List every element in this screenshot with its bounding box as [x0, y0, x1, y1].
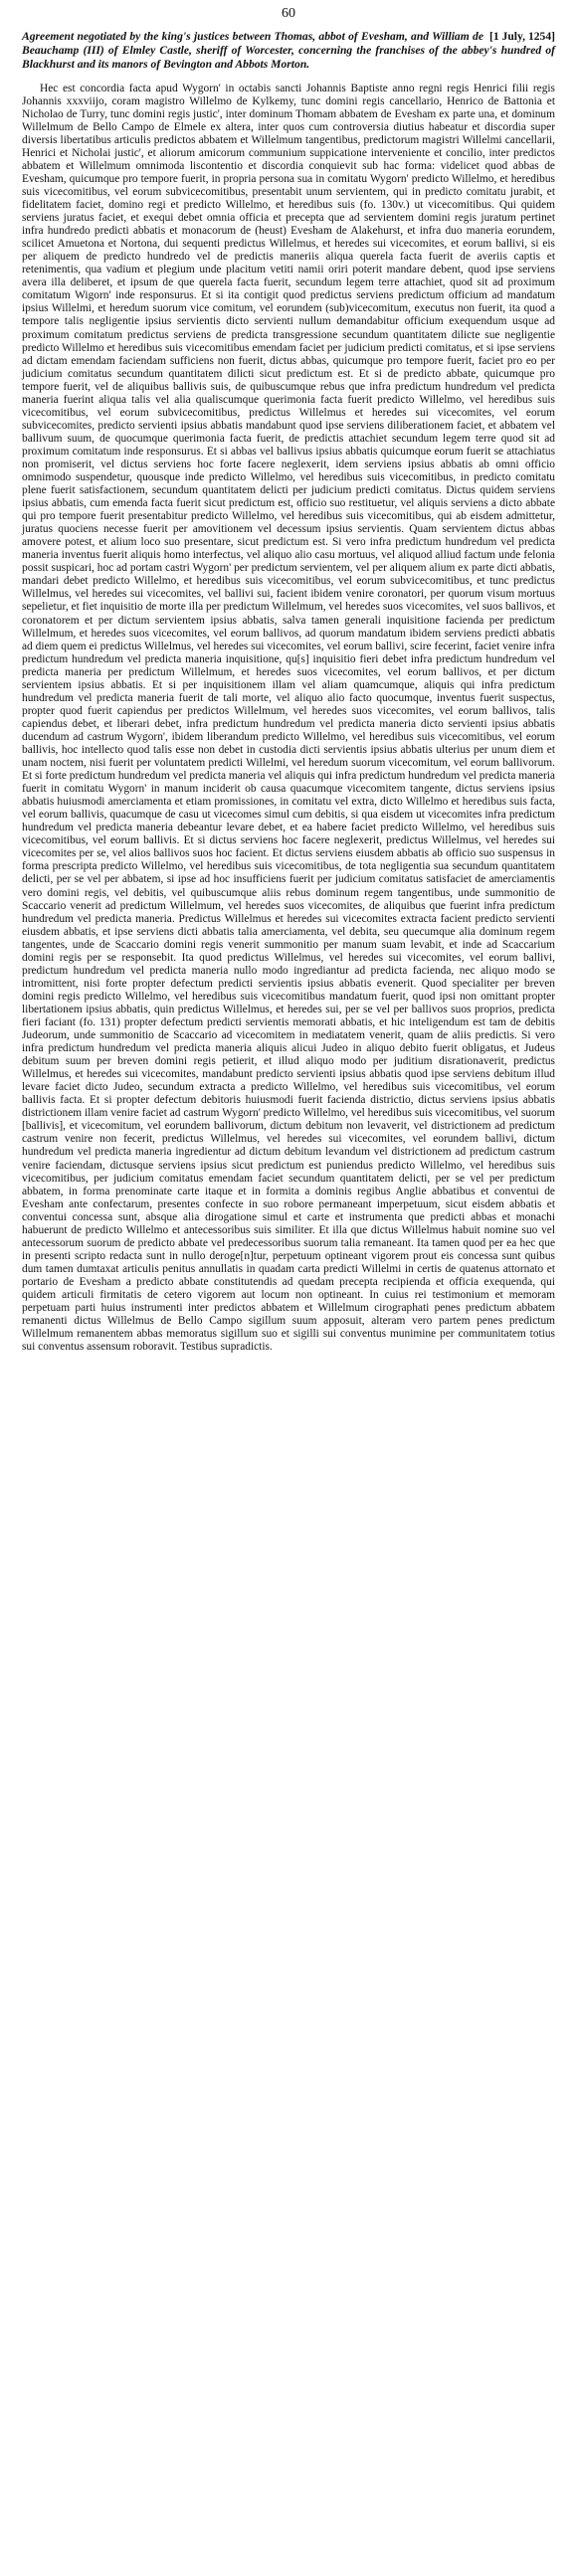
document-title: Agreement negotiated by the king's justices between Thomas, abbot of Evesham, and William de Beauchamp (III) of Elmley Castle, sheriff of Worcester, concerning the franchises of the abbey's hundred of Blackhurst and its manors of Bevington and Abbots Morton.: [22, 30, 555, 72]
document-date: [1 July, 1254]: [488, 30, 555, 43]
document-heading: [22, 30, 555, 73]
page-number: 60: [282, 6, 295, 21]
document-body: Hec est concordia facta apud Wygorn' in octabis sancti Johannis Baptiste anno regni regis Henrici filii regis Johannis xxxviijo, coram magistro Willelmo de Kylkemy, tunc domini regis cancellario, Henrico de Battonia et Nicholao de Turry, tunc domini regis justic', inter dominum Thomam abbatem de Evesham ex parte una, et dominum Willelmum de Bello Campo de Elmele ex altera, inter quos cum controversia diutius habeatur et discordia super diversis libertatibus articulis predictos abbatem et Willelmum tangentibus, predictorum magistri Willelmi cancellarii, Henrici et Nicholai justic', et aliorum amicorum communium suppicatione interveniente et concilio, inter predictos abbatem et Willelmum omnimoda liscontentio et discordia conquievit sub hac forma: videlicet quod abbas de Evesham, quicumque pro tempore fuerit, in propria persona sua in comitatu Wygorn' predicto Willelmo, et heredibus suis vicecomitibus, vel eorum subvicecomitibus, presentabit unum servientem, qui in predicto comitatu jurabit, et fidelitatem faciet, domino regi et predicto Willelmo, et heredibus suis (fo. 130v.) ut vicecomitibus. Qui quidem serviens juratus faciet, et exequi debet omnia officia et precepta que ad servientem domini regis juratum pertinet infra hundredo predicti abbatis et monacorum de (heust) Evesham de Alakehurst, et infra duo maneria eorundem, scilicet Amuetona et Nortona, dui sequenti predictus Willelmus, et heredes sui vicecomites, et eorum ballivi, si eis per aliquem de predicto hundredo vel de predictis maneriis aliqua querela facta fuerit de averiis captis et retenimentis, qua vadium et plegium unde placitum vetiti namii oriri poterit mandare debent, quod ipse serviens avera illa deliberet, et ipsum de que querela facta fuerit, secundum legem terre attachiet, quod sit ad proximum comitatum Wigorn' inde responsurus. Et si ita contigit quod predictus serviens predictum officium ad mandatum ipsius Willelmi, et heredum suorum vice comitum, vel eorundem (sub)vicecomitum, executus non fuerit, ita quod a tempore talis negligentie ipsius servientis dicto servienti nullum demandabitur officium exequendum usque ad proximum comitatum predictus serviens de predicta transgressione secundum quantitatem dilicte sue negligentie predicto Willelmo et heredibus suis vicecomitibus emendam faciet per judicium predicti comitatus, et si ipse serviens ad dictam emendam faciendam sufficiens non fuerit, dictus abbas, quicumque pro tempore fuerit, faciet pro eo per judicium comitatus secundum quantitatem dilicti sicut predictum est. Et si de predicto abbate, quicumque pro tempore fuerit, vel de aliquibus ballivis suis, de quibuscumque rebus que infra predictum hundredum vel predicta maneria fuerint aliqua talis vel alia qualiscumque querimonia facta fuerit predicto Willelmo, vel heredibus suis vicecomitibus, vel eorum subvicecomitibus, predictus Willelmus et heredes sui vicecomites, vel eorum subvicecomites, predicto servienti ipsius abbatis mandabunt quod ipse serviens diliberationem faciet, et abbatem vel ballivum suum, de quocumque querimonia facta fuerit, de predictis attachiet secundum legem terre quod sit ad proximum comitatum inde responsurus. Et si abbas vel ballivus ipsius abbatis quicumque eorum fuerit se attachiatus non promiserit, vel dictus serviens hoc forte facere neglexerit, idem serviens ipsius abbatis ab omni officio omnimodo suspendetur, quousque inde predicto Willelmo, vel heredibus suis vicecomitibus, in predicto comitatu plene fuerit satisfactionem, secundum quantitatem delicti per judicium predicti comitatus. Dictus quidem serviens ipsius abbatis, cum emenda facta fuerit sicut predictum est, officio suo restituetur, vel aliquis serviens a dicto abbate qui pro tempore fuerit presentabitur predicto Willelmo, vel heredibus suis vicecomitibus, qui ab eisdem admittetur, juratus quociens necesse fuerit per amovitionem vel decessum ipsius servientis. Quam servientem dictus abbas amovere potest, et alium loco suo presentare, sicut predictum est. Si vero infra predictum hundredum vel predicta maneria inventus fuerit aliquis homo interfectus, vel aliquo alio casu mortuus, vel aliquod alliud factum unde felonia possit suspicari, hoc ad portam castri Wygorn' per predictum servientem, vel per aliquem alium ex parte dicti abbatis, mandari debet predicto Willelmo, et heredibus suis vicecomitibus, vel eorum subvicecomitibus, et tunc predictus Willelmus, vel heredes sui vicecomites, vel ballivi sui, facient ibidem venire coronatori, per quorum visum mortuus sepelietur, et fiet inquisitio de morte illa per predictum Willelmum, vel heredes suos vicecomites, vel suos ballivos, et coronatorem et per dictum servientem ipsius abbatis, salva tamen generali inquisitione facienda per predictum Willelmum, et heredes suos vicecomites, vel eorum ballivos, ad quorum mandatum ibidem serviens predicti abbatis ad diem quem ei predictus Willelmus, vel heredes sui vicecomites, vel eorum ballivi, scire fecerint, faciet venire infra predictum hundredum vel predicta maneria inquisitione, qu[s] inquisitio fieri debet infra predictum hundredum vel predicta maneria per predictum Willelmum, et heredes suos vicecomites, vel eorum ballivos, et per dictum servientem ipsius abbatis. Et si per inquisitionem illam vel aliam quamcumque, aliquis qui infra predictum hundredum vel predicta maneria fuerit de tali morte, vel aliquo alio facto quocumque, inventus fuerit suspectus, propter quod fuerit capiendus per predictos Willelmum, vel heredes suos vicecomites, vel eorum ballivos, talis capiendus debet, et liberari debet, infra predictum hundredum vel predicta maneria dicto servienti ipsius abbatis ducendum ad castrum Wygorn', ibidem liberandum predicto Willelmo, vel heredibus suis vicecomitibus, vel eorum ballivis, hoc intellecto quod talis esse non debet in custodia dicti servientis ipsius abbatis ulterius per unum diem et unam noctem, nisi fuerit per voluntatem predicti Willelmi, vel heredum suorum vicecomitum, vel eorum ballivorum. Et si forte predictum hundredum vel predicta maneria vel aliquis qui infra predictum hundredum vel predicta maneria fuerit in comitatu Wygorn' in manum inciderit ob causa quacumque vicecomitem tangente, dictus serviens ipsius abbatis huiusmodi amerciamenta et etiam promissiones, in comitatu vel extra, dicto Willelmo et heredibus suis facta, vel eorum ballivis, quacumque de casu ut vicecomes simul cum debitis, si qua eisdem ut vicecomites infra predictum hundredum vel predicta maneria debeantur levare debet, et ea habere faciet predicto Willelmo, vel heredibus suis vicecomitibus, vel eorum ballivis. Et si dictus serviens hoc facere neglexerit, predictus Willelmus, vel heredes sui vicecomites per se, vel alios ballivos suos hoc facient. Et dictus serviens eiusdem abbatis ab officio suo suspensus in forma prescripta predicto Willelmo, vel heredibus suis vicecomitibus, de tota negligentia sua secundum quantitatem delicti, per se vel per abbatem, si ipse ad hoc insufficiens fuerit per judicium comitatus satisfaciet de amerciamentis vero domini regis, vel debitis, vel quibuscumque aliis rebus dominum regem tangentibus, unde summonitio de Scaccario venerit ad predictum Willelmum, vel heredes suos vicecomites, de aliquibus que fuerint infra predictum hundredum vel predicta maneria. Predictus Willelmus et heredes sui vicecomites extracta facient predicto servienti eiusdem abbatis, et ipse serviens dicti abbatis talia amerciamenta, vel debita, seu quecumque alia dominum regem tangentes, unde de Scaccario domini regis venerit summonitio per manum suam levabit, et inde ad Scaccarium domini regis per se responsebit. Ita quod predictus Willelmus, vel heredes sui vicecomites, vel eorum ballivi, predictum hundredum vel predicta maneria nullo modo ingrediantur ad predicta facienda, nec aliquo modo se intromittent, nisi forte propter defectum predicti servientis ipsius abbatis evenerit. Quod specialiter per breven domini regis predicto Willelmo, vel heredibus suis vicecomitibus mandatum fuerit, quod ipsi non omittant propter libertationem ipsius abbatis, quin predictus Willelmus, et heredes sui, per se vel per ballivos suos proprios, predicta fieri faciant (fo. 131) propter defectum predicti servientis memorati abbatis, et hic inteligendum est tam de debitis Judeorum, unde summonitio de Scaccario ad vicecomitem in mediatatem venerit, quam de aliis predictis. Si vero infra predictum hundredum vel predicta maneria aliquis alicui Judeo in aliquo debito fuerit obligatus, et Judeus debitum suum per breven domini regis petierit, et illud aliquo modo per juditium disrationaverit, predictus Willelmus, et heredes sui vicecomites, mandabunt predicto servienti ipsius abbatis quod ipse serviens debitum illud levare faciet dicto Judeo, secundum extracta a predicto Willelmo, vel heredibus suis vicecomitibus, vel eorum ballivis facta. Et si propter defectum debitoris huiusmodi fuerit facienda districtio, dictus serviens ipsius abbatis districtionem illam venire faciet ad castrum Wygorn' predicto Willelmo, vel heredibus suis vicecomitibus, vel suorum [ballivis], et vicecomitum, vel eorundem ballivorum, dictum debitum non levaverit, vel districtionem ad predictum castrum venire non fecerit, predictus Willelmus, vel heredes sui vicecomites, vel eorundem ballivi, dictum hundredum vel predicta maneria ingredientur ad dictum debitum levandum vel districtionem ad predictum castrum venire faciendam, dictusque serviens ipsius sicut predictum est puniendus predicto Willelmo, vel heredibus suis vicecomitibus, per judicium comitatus emendam faciet secundum quantitatem delicti, per se vel per predictum abbatem, in forma prenominate carte itaque et in formita a dominis regibus Anglie abbatibus et conventui de Evesham ante confectarum, presentes confecte in suo robore permaneant imperpetuum, sicut eisdem abbatis et conventui concessa sunt, absque alia dirogatione simul et carte et instrumenta que predicti abbas et monachi habuerunt de predicto Willelmo et antecessoribus suis similiter. Et illa que dictus Willelmus habuit nomine suo vel antecessorum suorum de predicto abbate vel predecessoribus suorum talia remaneant. Ita tamen quod per ea hec que in presenti scripto redacta sunt in nullo deroge[n]tur, perpetuum optineant vigorem prout eis concessa sunt quibus dum tamen dumtaxat articulis penitus annullatis in quadam carta predicti Willelmi in certis de quatenus attornato et portario de Evesham a predicto abbate constitutendis ad quedam precepta recipienda et officia exequenda, qui quidem articuli firmitatis de cetero vigorem aut locum non optineant. In cuius rei testimonium et memoram perpetuam parti huius instrumenti inter predictos abbatem et Willelmum cirographati penes predictum abbatem remanenti dictus Willelmus de Bello Campo sigillum suum apposuit, alteram vero partem penes predictum Willelmum remanentem abbas memoratus sigillum suo et sigilli sui conventus munimine per communitatem totius sui conventus assensum roboravit. Testibus supradictis.: [22, 82, 555, 1354]
